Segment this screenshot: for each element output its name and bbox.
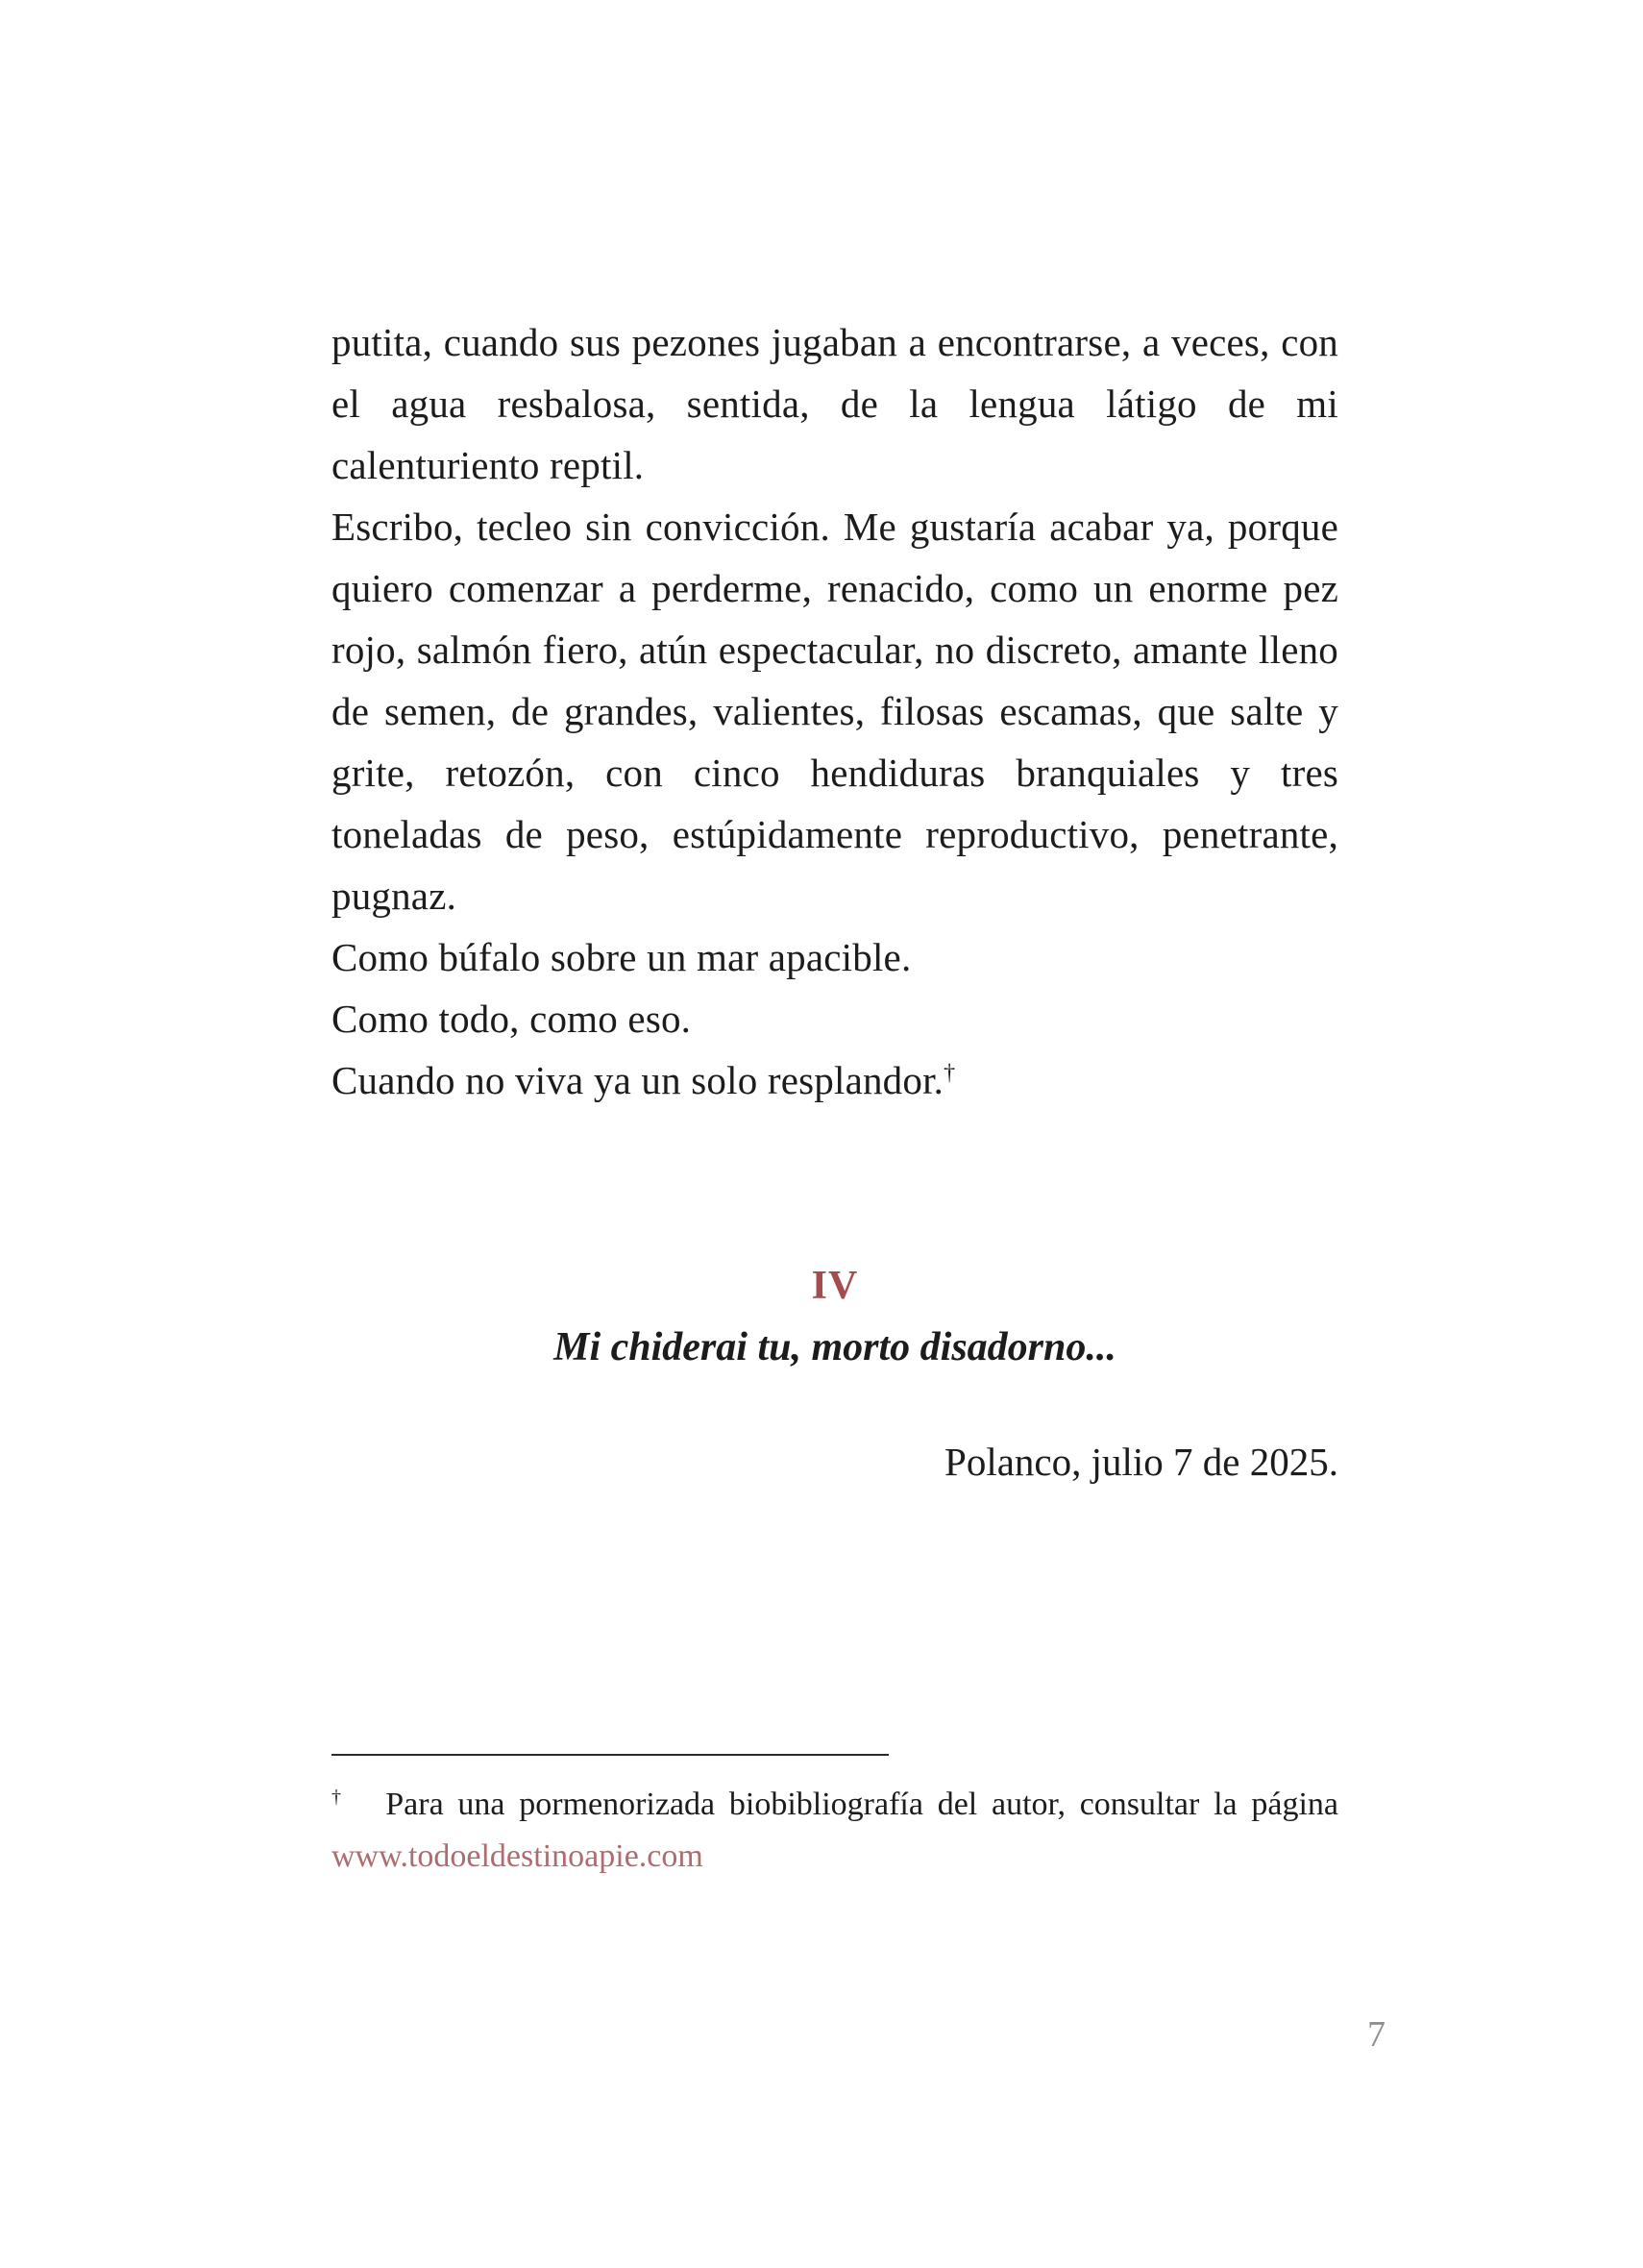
body-text: [331, 311, 1338, 1111]
body-paragraph: Como búfalo sobre un mar apacible.: [331, 935, 912, 979]
body-paragraph: Escribo, tecleo sin convicción. Me gustaría acabar ya, porque quiero comenzar a perderme, renacido, como un enorme pez rojo, salmón fiero, atún espectacular, no discreto, amante lleno de semen, de grandes, valientes, filosas escamas, que salte y grite, retozón, con cinco hendiduras branquiales y tres toneladas de peso, estúpidamente reproductivo, penetrante, pugnaz.: [331, 505, 1338, 918]
section-epigraph: Mi chiderai tu, morto disadorno...: [553, 1325, 1116, 1369]
footnote-area: [331, 1754, 1338, 1883]
footnote-text: Para una pormenorizada biobibliografía del autor, consultar la página: [385, 1787, 1338, 1822]
body-paragraph: putita, cuando sus pezones jugaban a encontrarse, a veces, con el agua resbalosa, sentida, de la lengua látigo de mi calenturiento reptil.: [331, 320, 1338, 487]
footnote-link[interactable]: www.todoeldestinoapie.com: [331, 1838, 703, 1874]
footnote: [331, 1779, 1338, 1883]
footnote-separator-rule: [331, 1754, 889, 1756]
footnote-marker: †: [331, 1786, 348, 1808]
body-paragraph-text: Cuando no viva ya un solo resplandor.: [331, 1058, 944, 1102]
body-paragraph-with-footnote: [331, 1049, 1338, 1111]
body-paragraph: Como todo, como eso.: [331, 997, 692, 1041]
dateline: Polanco, julio 7 de 2025.: [944, 1440, 1338, 1484]
page-number: 7: [1367, 2014, 1386, 2055]
section-number: IV: [811, 1264, 859, 1308]
footnote-reference-marker: †: [944, 1060, 956, 1086]
